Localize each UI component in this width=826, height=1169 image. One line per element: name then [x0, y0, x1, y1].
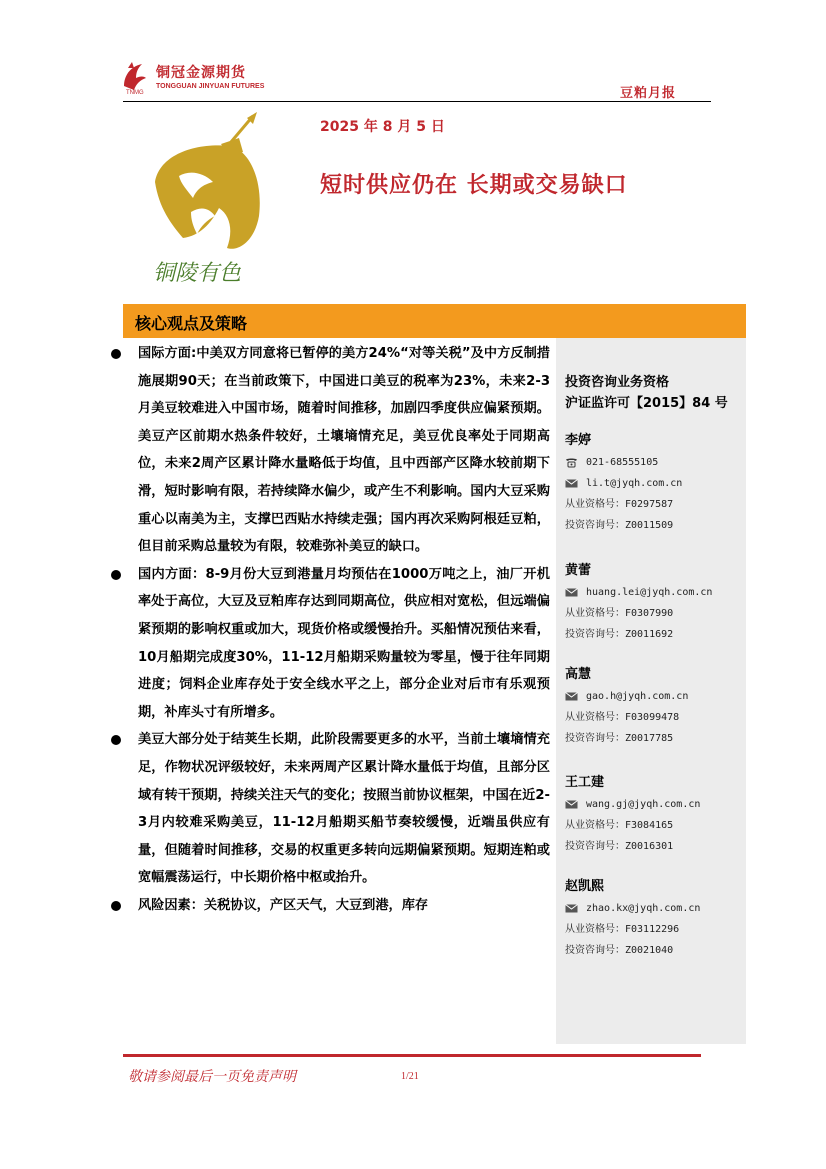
analyst-card [565, 772, 745, 857]
section-header [123, 304, 746, 338]
analyst-email-text[interactable]: huang.lei@jyqh.com.cn [586, 587, 713, 598]
report-type-label: 豆粕月报 [620, 86, 677, 101]
analyst-card [565, 430, 745, 536]
analyst-name: 高慧 [565, 667, 592, 682]
logo-chinese-name: 铜冠金源期货 [156, 65, 246, 81]
footer-divider [123, 1054, 701, 1057]
analyst-license: 从业资格号：F0297587 [565, 499, 674, 510]
company-emblem [135, 112, 275, 292]
analyst-email[interactable] [565, 794, 745, 815]
analyst-email-text[interactable]: gao.h@jyqh.com.cn [586, 691, 689, 702]
phone-icon [565, 457, 578, 468]
analyst-name: 黄蕾 [565, 563, 592, 578]
analyst-license: 从业资格号：F0307990 [565, 608, 674, 619]
bullet-icon [111, 349, 121, 359]
bullet-icon [111, 570, 121, 580]
qualification-line-2: 沪证监许可【2015】84 号 [565, 396, 728, 411]
analyst-email-text[interactable]: li.t@jyqh.com.cn [586, 478, 683, 489]
bullet-icon [111, 735, 121, 745]
report-date: 2025 年 8 月 5 日 [320, 119, 445, 135]
bullet-icon [111, 901, 121, 911]
report-title: 短时供应仍在 长期或交易缺口 [320, 173, 628, 198]
analyst-consult-number: 投资咨询号：Z0011692 [565, 629, 674, 640]
section-title: 核心观点及策略 [135, 314, 248, 333]
analyst-card [565, 560, 745, 645]
analyst-consult-number: 投资咨询号：Z0021040 [565, 945, 674, 956]
envelope-icon [565, 587, 578, 598]
analyst-name: 赵凯熙 [565, 879, 605, 894]
analyst-consult-number: 投资咨询号：Z0011509 [565, 520, 674, 531]
analyst-email[interactable] [565, 582, 745, 603]
analyst-card [565, 664, 745, 749]
analyst-consult-number: 投资咨询号：Z0016301 [565, 841, 674, 852]
bullet-text: 国内方面：8-9月份大豆到港量月均预估在1000万吨之上，油厂开机率处于高位，大豆及豆粕库存达到同期高位，供应相对宽松，但远端偏紧预期的影响权重或加大，现货价格或缓慢抬升。买船情况预估来看， 10月船期完成度30%，11-12月船期采购量较为零星，慢于往年同期进度；饲料企业库存处于安全线水平之上，部分企业对后市有乐观预期，补库头寸有所增多。 [138, 566, 550, 720]
analyst-name: 王工建 [565, 775, 605, 790]
qualification-info [565, 372, 728, 414]
analyst-panel [556, 338, 746, 1044]
envelope-icon [565, 478, 578, 489]
analyst-email-text[interactable]: zhao.kx@jyqh.com.cn [586, 903, 701, 914]
analyst-email-text[interactable]: wang.gj@jyqh.com.cn [586, 799, 701, 810]
analyst-license: 从业资格号：F3084165 [565, 820, 674, 831]
disclaimer-note: 敬请参阅最后一页免责声明 [128, 1069, 296, 1085]
header-divider [123, 101, 711, 102]
list-item [108, 340, 550, 561]
analyst-consult-number: 投资咨询号：Z0017785 [565, 733, 674, 744]
envelope-icon [565, 691, 578, 702]
bullet-text: 风险因素：关税协议，产区天气，大豆到港，库存 [138, 897, 429, 913]
list-item [108, 892, 550, 920]
envelope-icon [565, 903, 578, 914]
envelope-icon [565, 799, 578, 810]
company-logo [118, 56, 268, 100]
core-points-list [108, 340, 550, 919]
logo-english-name: TONGGUAN JINYUAN FUTURES [156, 83, 265, 90]
emblem-caption: 铜陵有色 [153, 261, 242, 286]
page-number: 1/21 [401, 1071, 419, 1082]
list-item [108, 561, 550, 727]
analyst-email[interactable] [565, 898, 745, 919]
bullet-text: 国际方面:中美双方同意将已暂停的美方24%“对等关税”及中方反制措施展期90天；在当前政策下，中国进口美豆的税率为23%，未来2-3月美豆较难进入中国市场，随着时间推移，加剧四季度供应偏紧预期。美豆产区前期水热条件较好，土壤墒情充足，美豆优良率处于同期高位，未来2周产区累计降水量略低于均值，且中西部产区降水较前期下滑，短时影响有限，若持续降水偏少，或产生不利影响。国内大豆采购重心以南美为主，支撑巴西贴水持续走强；国内再次采购阿根廷豆粕，但目前采购总量较为有限，较难弥补美豆的缺口。 [138, 346, 550, 555]
analyst-email[interactable] [565, 686, 745, 707]
analyst-card [565, 876, 745, 961]
bullet-text: 美豆大部分处于结荚生长期，此阶段需要更多的水平，当前土壤墒情充足，作物状况评级较好，未来两周产区累计降水量低于均值，且部分区域有转干预期，持续关注天气的变化；按照当前协议框架，中国在近2-3月内较难采购美豆，11-12月船期买船节奏较缓慢，近端虽供应有量，但随着时间推移，交易的权重更多转向远期偏紧预期。短期连粕或宽幅震荡运行，中长期价格中枢或抬升。 [138, 732, 550, 886]
analyst-phone-text: 021-68555105 [586, 457, 659, 468]
list-item [108, 726, 550, 892]
analyst-name: 李婷 [565, 433, 592, 448]
analyst-phone [565, 452, 745, 473]
analyst-email[interactable] [565, 473, 745, 494]
logo-abbreviation: TNMG [126, 90, 144, 96]
analyst-license: 从业资格号：F03099478 [565, 712, 680, 723]
analyst-license: 从业资格号：F03112296 [565, 924, 680, 935]
qualification-line-1: 投资咨询业务资格 [565, 375, 670, 390]
